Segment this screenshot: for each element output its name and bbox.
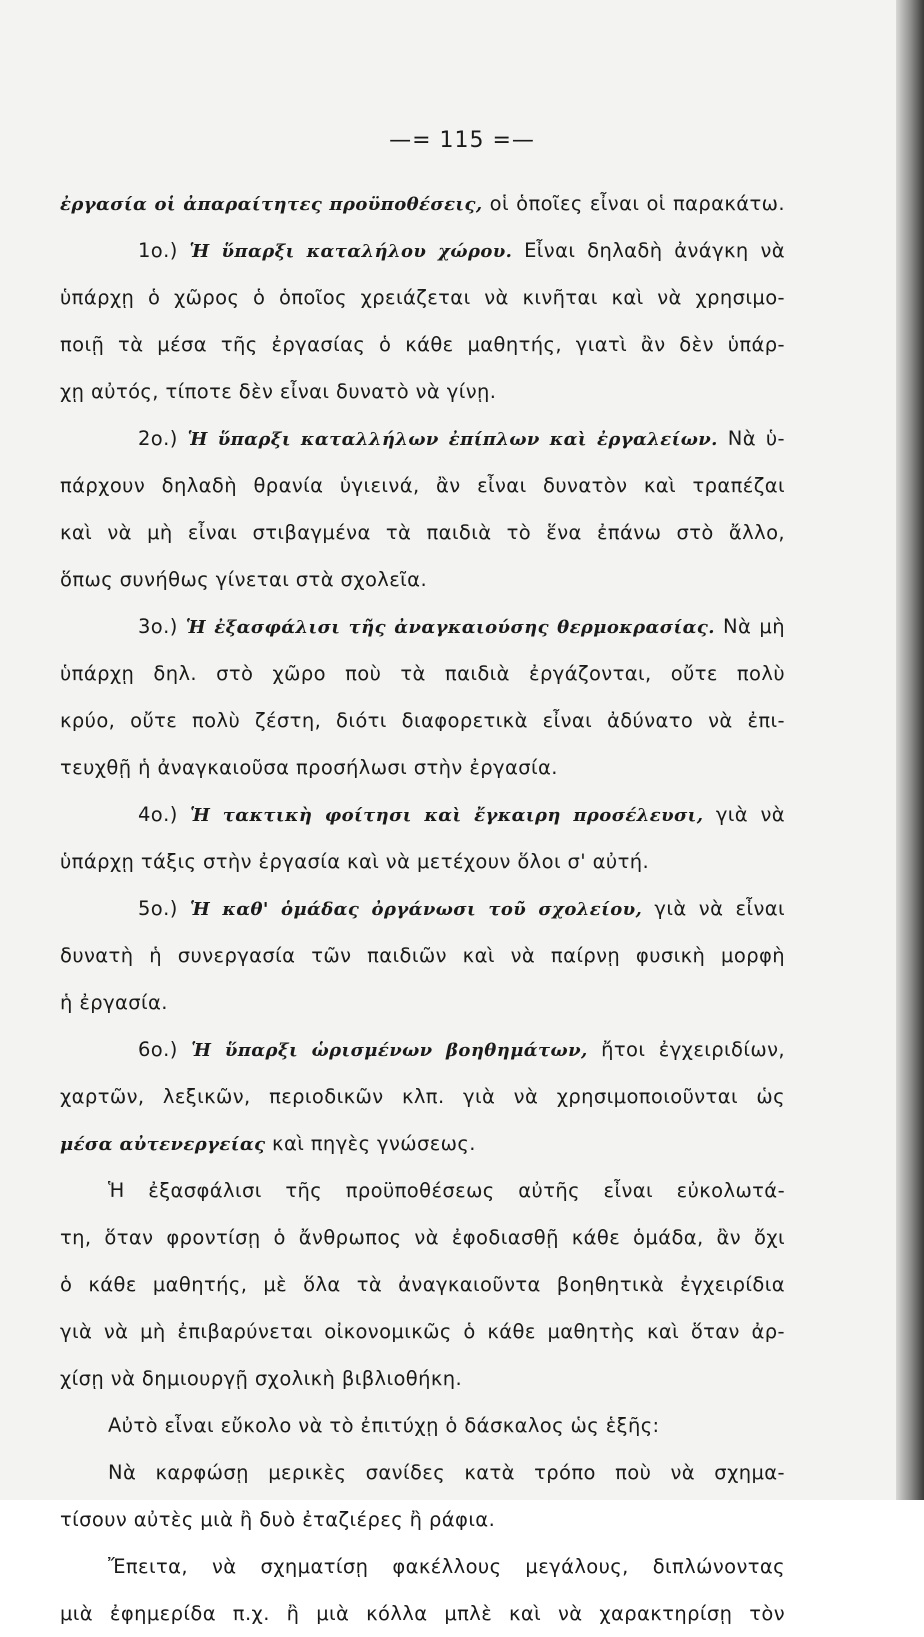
text-line bbox=[60, 1402, 785, 1449]
text-line bbox=[60, 885, 785, 932]
text-run: Νὰ ὑ- bbox=[717, 427, 785, 450]
text-run: γιὰ νὰ bbox=[703, 803, 786, 826]
text-line bbox=[60, 180, 785, 227]
text-line bbox=[60, 1167, 785, 1214]
text-line bbox=[60, 1261, 785, 1308]
italic-heading: ἐργασία οἱ ἀπαραίτητες προϋποθέσεις, bbox=[60, 194, 483, 215]
text-run: δυνατὴ ἡ συνεργασία τῶν παιδιῶν καὶ νὰ παίρνῃ φυσικὴ μορφὴ bbox=[60, 944, 785, 967]
text-line bbox=[60, 274, 785, 321]
text-run: καὶ νὰ μὴ εἶναι στιβαγμένα τὰ παιδιὰ τὸ ἕνα ἐπάνω στὸ ἄλλο, bbox=[60, 521, 785, 544]
text-run: καὶ πηγὲς γνώσεως. bbox=[265, 1132, 476, 1155]
text-run: τη, ὅταν φροντίσῃ ὁ ἄνθρωπος νὰ ἐφοδιασθῇ κάθε ὁμάδα, ἂν ὄχι bbox=[60, 1226, 785, 1249]
text-line bbox=[60, 838, 785, 885]
text-run: Ἡ ἐξασφάλισι τῆς προϋποθέσεως αὐτῆς εἶναι εὐκολωτά- bbox=[108, 1179, 785, 1202]
text-run: Εἶναι δηλαδὴ ἀνάγκη νὰ bbox=[512, 239, 785, 262]
text-run: κρύο, οὔτε πολὺ ζέστη, διότι διαφορετικὰ εἶναι ἀδύνατο νὰ ἐπι- bbox=[60, 709, 785, 732]
text-run: ὑπάρχῃ τάξις στὴν ἐργασία καὶ νὰ μετέχουν ὅλοι σ' αὐτή. bbox=[60, 850, 650, 873]
italic-heading: Ἡ τακτικὴ φοίτησι καὶ ἔγκαιρη προσέλευσι, bbox=[190, 805, 704, 826]
text-line bbox=[60, 1073, 785, 1120]
text-run: ποιῇ τὰ μέσα τῆς ἐργασίας ὁ κάθε μαθητής, γιατὶ ἂν δὲν ὑπάρ- bbox=[60, 333, 785, 356]
text-line bbox=[60, 603, 785, 650]
text-run: 5ο.) bbox=[138, 897, 190, 920]
text-run: ἡ ἐργασία. bbox=[60, 991, 168, 1014]
italic-heading: Ἡ καθ' ὁμάδας ὀργάνωσι τοῦ σχολείου, bbox=[189, 899, 643, 920]
text-line bbox=[60, 1355, 785, 1402]
text-line bbox=[60, 1214, 785, 1261]
text-run: 2ο.) bbox=[138, 427, 188, 450]
text-run: ἤτοι ἐγχειριδίων, bbox=[587, 1038, 785, 1061]
text-line bbox=[60, 509, 785, 556]
text-run: Νὰ καρφώσῃ μερικὲς σανίδες κατὰ τρόπο ποὺ νὰ σχημα- bbox=[108, 1461, 785, 1484]
text-line bbox=[60, 368, 785, 415]
text-run: Νὰ μὴ bbox=[714, 615, 785, 638]
text-run: ὑπάρχῃ δηλ. στὸ χῶρο ποὺ τὰ παιδιὰ ἐργάζονται, οὔτε πολὺ bbox=[60, 662, 785, 685]
text-line bbox=[60, 1449, 785, 1496]
text-run: 1ο.) bbox=[138, 239, 190, 262]
text-run: οἱ ὁποῖες εἶναι οἱ παρακάτω. bbox=[482, 192, 785, 215]
text-run: ὅπως συνήθως γίνεται στὰ σχολεῖα. bbox=[60, 568, 428, 591]
text-run: ὑπάρχῃ ὁ χῶρος ὁ ὁποῖος χρειάζεται νὰ κινῆται καὶ νὰ χρησιμο- bbox=[60, 286, 785, 309]
text-line bbox=[60, 1543, 785, 1590]
text-run: τευχθῇ ἡ ἀναγκαιοῦσα προσήλωσι στὴν ἐργασία. bbox=[60, 756, 558, 779]
text-line bbox=[60, 979, 785, 1026]
italic-heading: Ἡ ὕπαρξι καταλήλου χώρου. bbox=[189, 241, 513, 262]
text-line bbox=[60, 227, 785, 274]
italic-heading: Ἡ ἐξασφάλισι τῆς ἀναγκαιούσης θερμοκρασίας. bbox=[185, 617, 715, 638]
text-line bbox=[60, 415, 785, 462]
italic-heading: Ἡ ὕπαρξι ὡρισμένων βοηθημάτων, bbox=[191, 1040, 588, 1061]
text-line bbox=[60, 321, 785, 368]
text-run: γιὰ νὰ εἶναι bbox=[642, 897, 786, 920]
text-line bbox=[60, 556, 785, 603]
page-number: —= 115 =— bbox=[389, 128, 535, 153]
text-line bbox=[60, 1026, 785, 1073]
italic-heading: μέσα αὐτενεργείας bbox=[60, 1134, 266, 1155]
text-run: χίσῃ νὰ δημιουργῇ σχολικὴ βιβλιοθήκη. bbox=[60, 1367, 463, 1390]
text-line bbox=[60, 791, 785, 838]
text-run: Αὐτὸ εἶναι εὔκολο νὰ τὸ ἐπιτύχῃ ὁ δάσκαλος ὡς ἑξῆς: bbox=[108, 1414, 660, 1437]
text-line bbox=[60, 1590, 785, 1637]
text-run: πάρχουν δηλαδὴ θρανία ὑγιεινά, ἂν εἶναι δυνατὸν καὶ τραπέζαι bbox=[60, 474, 785, 497]
page-edge-shadow bbox=[896, 0, 924, 1500]
text-line bbox=[60, 1120, 785, 1167]
text-line bbox=[60, 1308, 785, 1355]
text-run: γιὰ νὰ μὴ ἐπιβαρύνεται οἰκονομικῶς ὁ κάθε μαθητὴς καὶ ὅταν ἀρ- bbox=[60, 1320, 785, 1343]
text-run: Ἔπειτα, νὰ σχηματίσῃ φακέλλους μεγάλους, διπλώνοντας bbox=[108, 1555, 785, 1578]
text-run: χῃ αὐτός, τίποτε δὲν εἶναι δυνατὸ νὰ γίνῃ. bbox=[60, 380, 497, 403]
text-run: 6ο.) bbox=[138, 1038, 192, 1061]
text-run: 4ο.) bbox=[138, 803, 191, 826]
text-run: 3ο.) bbox=[138, 615, 186, 638]
text-line bbox=[60, 744, 785, 791]
text-line bbox=[60, 1496, 785, 1543]
text-line bbox=[60, 650, 785, 697]
body-text bbox=[60, 180, 785, 1637]
text-run: τίσουν αὐτὲς μιὰ ἢ δυὸ ἐταζιέρες ἢ ράφια. bbox=[60, 1508, 496, 1531]
text-run: ὁ κάθε μαθητής, μὲ ὅλα τὰ ἀναγκαιοῦντα βοηθητικὰ ἐγχειρίδια bbox=[60, 1273, 785, 1296]
text-line bbox=[60, 932, 785, 979]
text-line bbox=[60, 697, 785, 744]
text-line bbox=[60, 462, 785, 509]
text-run: χαρτῶν, λεξικῶν, περιοδικῶν κλπ. γιὰ νὰ χρησιμοποιοῦνται ὡς bbox=[60, 1085, 785, 1108]
italic-heading: Ἡ ὕπαρξι καταλλήλων ἐπίπλων καὶ ἐργαλείων. bbox=[187, 429, 718, 450]
text-run: μιὰ ἐφημερίδα π.χ. ἢ μιὰ κόλλα μπλὲ καὶ νὰ χαρακτηρίσῃ τὸν bbox=[60, 1602, 785, 1625]
